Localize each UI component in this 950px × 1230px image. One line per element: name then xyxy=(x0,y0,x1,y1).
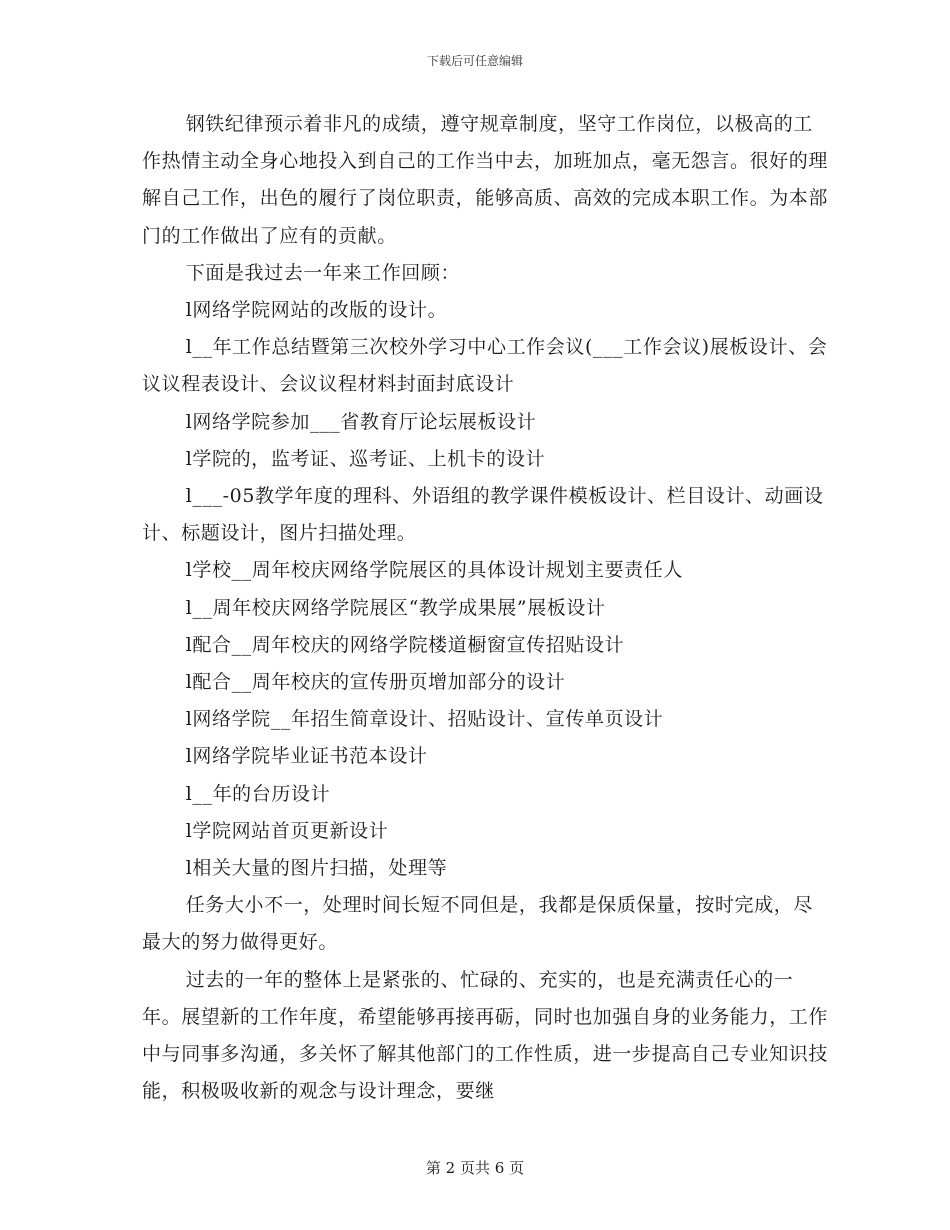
list-item: l___-05教学年度的理科、外语组的教学课件模板设计、栏目设计、动画设计、标题设计，图片扫描处理。 xyxy=(142,485,824,545)
list-item: l学院网站首页更新设计 xyxy=(185,819,389,842)
paragraph: 下面是我过去一年来工作回顾： xyxy=(185,261,461,284)
paragraph: 过去的一年的整体上是紧张的、忙碌的、充实的，也是充满责任心的一年。展望新的工作年度，希望能够再接再砺，同时也加强自身的业务能力，工作中与同事多沟通，多关怀了解其他部门的工作性质，进一步提高自己专业知识技能，积极吸收新的观念与设计理念，要继 xyxy=(142,968,829,1103)
list-item: l网络学院__年招生简章设计、招贴设计、宣传单页设计 xyxy=(185,708,664,731)
list-item: l相关大量的图片扫描，处理等 xyxy=(185,857,448,880)
list-item: l网络学院网站的改版的设计。 xyxy=(185,299,448,322)
page-number: 第 2 页共 6 页 xyxy=(425,1159,525,1177)
list-item: l__年的台历设计 xyxy=(185,782,331,805)
list-item: l学校__周年校庆网络学院展区的具体设计规划主要责任人 xyxy=(185,559,683,582)
paragraph: 钢铁纪律预示着非凡的成绩，遵守规章制度，坚守工作岗位，以极高的工作热情主动全身心地投入到自己的工作当中去，加班加点，毫无怨言。很好的理解自己工作，出色的履行了岗位职责，能够高质、高效的完成本职工作。为本部门的工作做出了应有的贡献。 xyxy=(142,113,829,247)
list-item: l配合__周年校庆的网络学院楼道橱窗宣传招贴设计 xyxy=(185,633,625,656)
document-body xyxy=(142,106,832,1110)
list-item: l配合__周年校庆的宣传册页增加部分的设计 xyxy=(185,671,566,694)
list-item: l学院的，监考证、巡考证、上机卡的设计 xyxy=(185,447,546,470)
list-item: l网络学院毕业证书范本设计 xyxy=(185,745,428,768)
paragraph: 任务大小不一，处理时间长短不同但是，我都是保质保量，按时完成，尽最大的努力做得更好。 xyxy=(142,894,813,954)
page-header: 下载后可任意编辑 xyxy=(426,54,523,68)
list-item: l__年工作总结暨第三次校外学习中心工作会议(___工作会议)展板设计、会议议程表设计、会议议程材料封面封底设计 xyxy=(142,336,828,396)
list-item: l网络学院参加___省教育厅论坛展板设计 xyxy=(185,410,537,433)
list-item: l__周年校庆网络学院展区“教学成果展”展板设计 xyxy=(185,596,606,619)
